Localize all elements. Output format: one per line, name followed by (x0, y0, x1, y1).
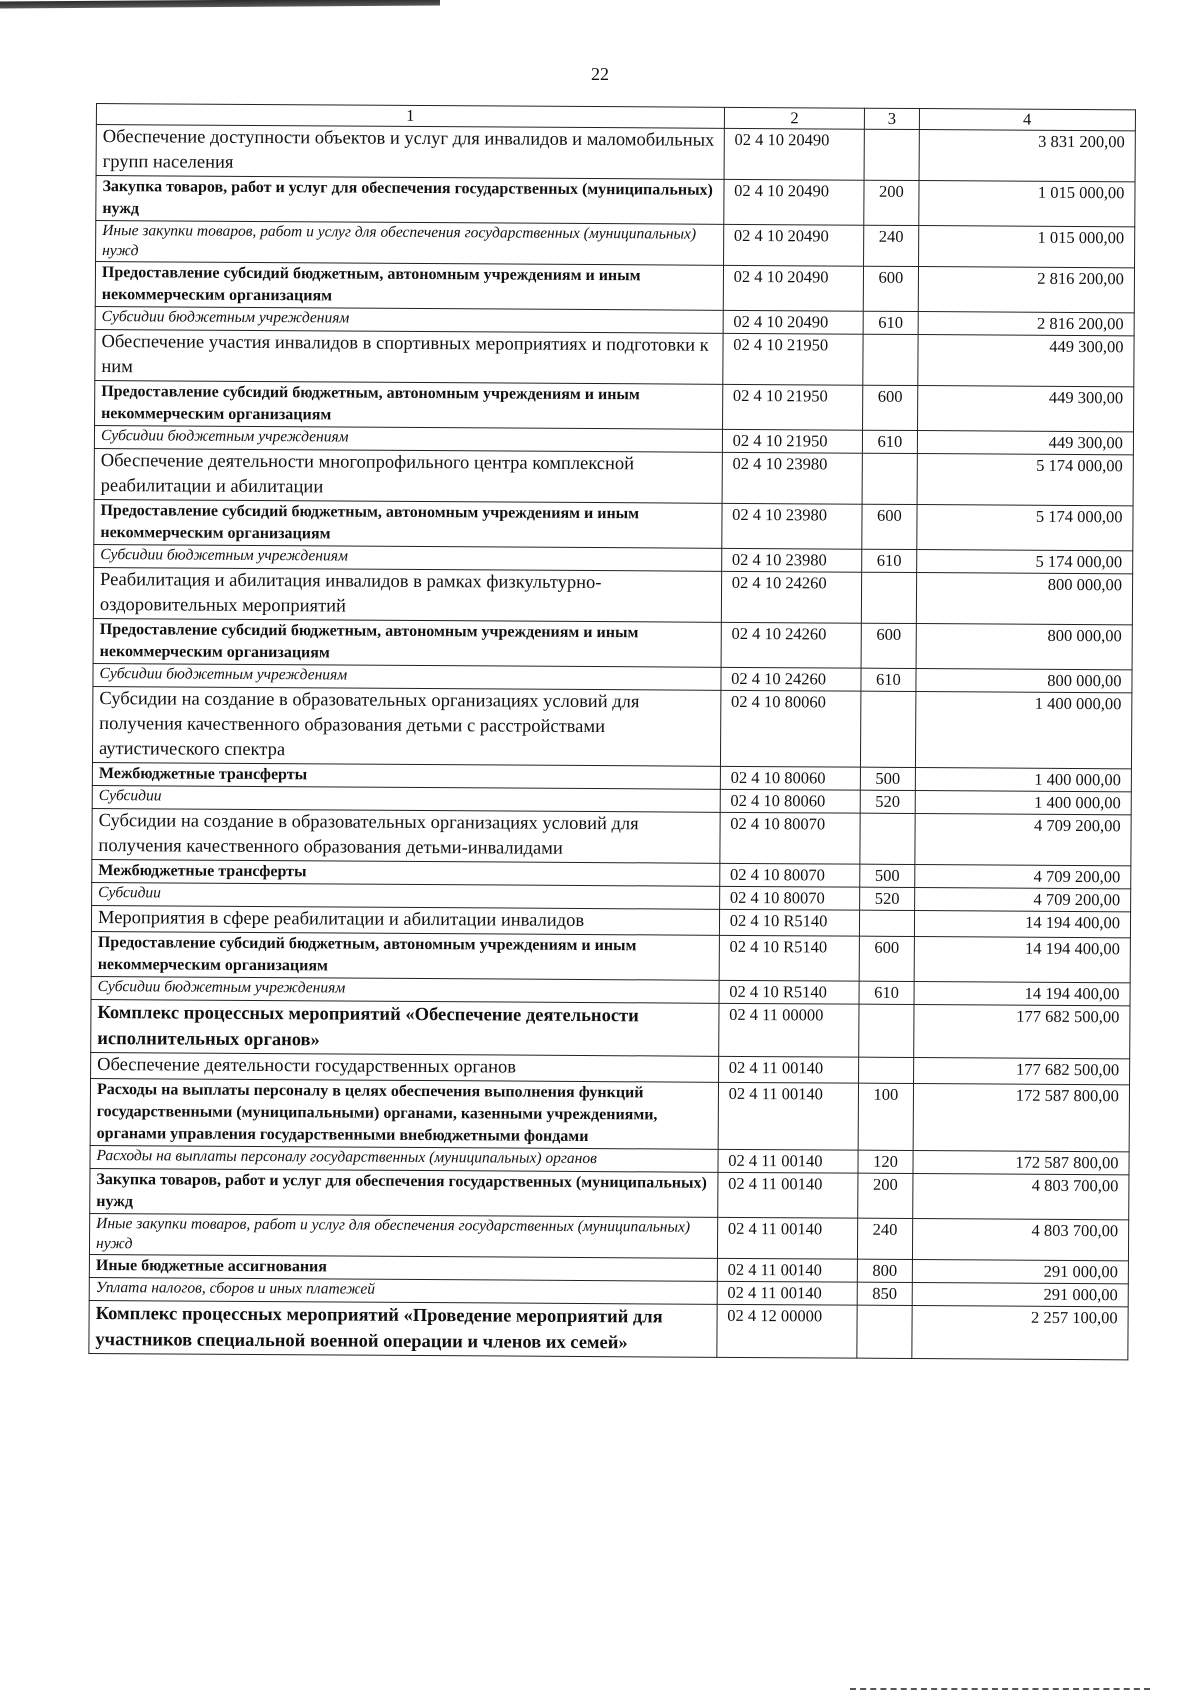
row-code-cell: 02 4 11 00140 (717, 1258, 858, 1282)
row-name-cell: Субсидии (92, 882, 720, 909)
table-row (91, 931, 1130, 982)
row-expense-type-cell: 240 (864, 225, 918, 266)
row-expense-type-cell: 600 (862, 504, 916, 549)
row-expense-type-cell: 610 (861, 668, 915, 691)
row-code-cell: 02 4 10 23980 (721, 548, 862, 572)
row-code-cell: 02 4 10 21950 (723, 333, 864, 385)
row-sum-cell: 5 174 000,00 (916, 505, 1133, 551)
row-name-cell: Обеспечение участия инвалидов в спортивных мероприятиях и подготовки к ним (95, 329, 723, 384)
row-sum-cell: 172 587 800,00 (913, 1084, 1130, 1152)
row-expense-type-cell: 500 (861, 767, 915, 790)
row-sum-cell: 14 194 400,00 (914, 937, 1131, 983)
row-name-cell: Межбюджетные трансферты (92, 762, 720, 789)
row-sum-cell: 291 000,00 (912, 1260, 1129, 1284)
row-sum-cell: 2 816 200,00 (918, 312, 1135, 336)
column-header-sum: 4 (919, 109, 1136, 131)
row-name-cell: Обеспечение доступности объектов и услуг для инвалидов и маломобильных групп населения (96, 125, 724, 180)
row-code-cell: 02 4 10 R5140 (719, 909, 860, 936)
row-name-cell: Уплата налогов, сборов и иных платежей (89, 1277, 717, 1304)
row-sum-cell: 800 000,00 (916, 573, 1133, 625)
row-sum-cell: 1 015 000,00 (918, 181, 1135, 227)
row-expense-type-cell (860, 910, 914, 936)
table-row (89, 1213, 1128, 1260)
row-expense-type-cell (863, 334, 917, 385)
row-sum-cell: 4 709 200,00 (914, 888, 1131, 912)
scan-bottom-marks (850, 1688, 1150, 1694)
row-name-cell: Субсидии бюджетным учреждениям (94, 425, 722, 452)
row-code-cell: 02 4 10 21950 (722, 384, 863, 430)
table-body (89, 125, 1135, 1360)
row-expense-type-cell: 100 (859, 1083, 914, 1150)
row-expense-type-cell: 600 (860, 936, 914, 981)
row-expense-type-cell: 600 (864, 266, 918, 311)
row-code-cell: 02 4 10 80060 (720, 789, 861, 813)
row-name-cell: Субсидии на создание в образовательных организациях условий для получения качественного образования детьми с расстройствами аутистического спектра (92, 686, 720, 766)
row-code-cell: 02 4 10 20490 (724, 128, 865, 180)
row-expense-type-cell (860, 813, 914, 864)
row-code-cell: 02 4 10 20490 (723, 265, 864, 311)
row-expense-type-cell: 600 (863, 385, 917, 430)
row-sum-cell: 3 831 200,00 (919, 130, 1136, 182)
row-sum-cell: 14 194 400,00 (914, 911, 1131, 938)
row-name-cell: Иные закупки товаров, работ и услуг для обеспечения государственных (муниципальных) нужд (89, 1213, 717, 1258)
row-expense-type-cell: 610 (863, 430, 917, 453)
column-header-name: 1 (96, 104, 724, 129)
row-sum-cell: 1 015 000,00 (918, 226, 1135, 268)
row-name-cell: Межбюджетные трансферты (92, 859, 720, 886)
row-code-cell: 02 4 10 24260 (721, 622, 862, 668)
row-code-cell: 02 4 10 20490 (723, 224, 864, 266)
table-row (94, 448, 1133, 505)
table-row (92, 808, 1131, 865)
row-sum-cell: 4 803 700,00 (912, 1219, 1129, 1261)
row-sum-cell: 1 400 000,00 (915, 768, 1132, 792)
row-name-cell: Комплекс процессных мероприятий «Проведение мероприятий для участников специальной военной операции и членов их семей» (89, 1300, 717, 1357)
row-sum-cell: 4 803 700,00 (912, 1174, 1129, 1220)
row-name-cell: Комплекс процессных мероприятий «Обеспечение деятельности исполнительных органов» (91, 999, 719, 1056)
row-name-cell: Субсидии бюджетным учреждениям (93, 663, 721, 690)
row-expense-type-cell: 610 (862, 549, 916, 572)
table-row (95, 262, 1134, 313)
row-code-cell: 02 4 10 20490 (723, 310, 864, 334)
row-sum-cell: 14 194 400,00 (914, 982, 1131, 1006)
row-sum-cell: 172 587 800,00 (912, 1151, 1129, 1175)
row-code-cell: 02 4 11 00140 (717, 1172, 858, 1218)
row-sum-cell: 177 682 500,00 (913, 1058, 1130, 1085)
row-sum-cell: 1 400 000,00 (915, 692, 1132, 769)
row-name-cell: Предоставление субсидий бюджетным, автономным учреждениям и иным некоммерческим организациям (93, 618, 721, 667)
row-sum-cell: 2 816 200,00 (918, 267, 1135, 313)
row-name-cell: Предоставление субсидий бюджетным, автономным учреждениям и иным некоммерческим организациям (91, 931, 719, 980)
row-sum-cell: 4 709 200,00 (914, 865, 1131, 889)
row-expense-type-cell: 240 (858, 1218, 912, 1259)
budget-table (88, 103, 1136, 1360)
row-code-cell: 02 4 10 80060 (720, 766, 861, 790)
row-expense-type-cell: 500 (860, 864, 914, 887)
row-name-cell: Иные закупки товаров, работ и услуг для обеспечения государственных (муниципальных) нужд (96, 221, 724, 266)
row-code-cell: 02 4 10 R5140 (719, 935, 860, 981)
row-expense-type-cell: 520 (860, 887, 914, 910)
table-row (95, 380, 1134, 431)
row-name-cell: Обеспечение деятельности многопрофильного центра комплексной реабилитации и абилитации (94, 448, 722, 503)
row-expense-type-cell (857, 1305, 911, 1358)
table-row (93, 567, 1132, 624)
row-code-cell: 02 4 11 00000 (718, 1003, 859, 1057)
row-name-cell: Субсидии бюджетным учреждениям (91, 976, 719, 1003)
row-code-cell: 02 4 11 00140 (718, 1149, 859, 1173)
page-number: 22 (591, 64, 609, 84)
row-sum-cell: 449 300,00 (917, 386, 1134, 432)
row-code-cell: 02 4 11 00140 (718, 1082, 859, 1150)
row-sum-cell: 449 300,00 (917, 335, 1134, 387)
row-expense-type-cell (862, 453, 916, 504)
row-code-cell: 02 4 10 21950 (722, 429, 863, 453)
table-row (95, 329, 1134, 386)
row-sum-cell: 800 000,00 (915, 669, 1132, 693)
row-name-cell: Предоставление субсидий бюджетным, автономным учреждениям и иным некоммерческим организациям (94, 499, 722, 548)
row-code-cell: 02 4 12 00000 (717, 1304, 858, 1358)
row-code-cell: 02 4 10 23980 (722, 452, 863, 504)
row-code-cell: 02 4 10 20490 (723, 179, 864, 225)
scan-edge-shadow (0, 0, 440, 9)
column-header-code: 2 (724, 107, 865, 129)
row-expense-type-cell (859, 1057, 913, 1083)
row-expense-type-cell: 120 (858, 1150, 912, 1173)
row-code-cell: 02 4 11 00140 (717, 1217, 858, 1259)
row-name-cell: Субсидии (92, 785, 720, 812)
table-row (96, 125, 1135, 182)
row-expense-type-cell: 610 (864, 311, 918, 334)
table-row (90, 1168, 1129, 1219)
row-name-cell: Субсидии на создание в образовательных организациях условий для получения качественного образования детьми-инвалидами (92, 808, 720, 863)
row-expense-type-cell: 610 (859, 981, 913, 1004)
row-code-cell: 02 4 10 80060 (720, 690, 861, 767)
table-row (93, 618, 1132, 669)
row-code-cell: 02 4 10 24260 (721, 571, 862, 623)
row-expense-type-cell: 800 (858, 1259, 912, 1282)
row-name-cell: Иные бюджетные ассигнования (89, 1254, 717, 1281)
row-name-cell: Закупка товаров, работ и услуг для обеспечения государственных (муниципальных) нужд (96, 176, 724, 225)
row-sum-cell: 177 682 500,00 (913, 1005, 1130, 1059)
row-code-cell: 02 4 11 00140 (718, 1056, 859, 1083)
row-expense-type-cell: 520 (861, 790, 915, 813)
row-name-cell: Мероприятия в сфере реабилитации и абилитации инвалидов (91, 905, 719, 935)
row-expense-type-cell (859, 1004, 913, 1057)
row-name-cell: Субсидии бюджетным учреждениям (94, 544, 722, 571)
table-row (89, 1300, 1128, 1359)
row-expense-type-cell: 850 (858, 1282, 912, 1305)
row-sum-cell: 5 174 000,00 (916, 550, 1133, 574)
row-expense-type-cell: 200 (864, 180, 918, 225)
row-sum-cell: 800 000,00 (916, 624, 1133, 670)
row-name-cell: Закупка товаров, работ и услуг для обеспечения государственных (муниципальных) нужд (90, 1168, 718, 1217)
table-row (94, 499, 1133, 550)
row-code-cell: 02 4 10 80070 (720, 812, 861, 864)
row-sum-cell: 4 709 200,00 (914, 814, 1131, 866)
row-sum-cell: 5 174 000,00 (917, 454, 1134, 506)
row-code-cell: 02 4 10 R5140 (719, 980, 860, 1004)
row-name-cell: Расходы на выплаты персоналу в целях обеспечения выполнения функций государственными (муниципальными) органами, казенными учреждениями, органами управления государственными внебюджетными фондами (90, 1078, 718, 1149)
row-expense-type-cell: 600 (861, 623, 915, 668)
row-sum-cell: 449 300,00 (917, 431, 1134, 455)
row-name-cell: Обеспечение деятельности государственных органов (91, 1052, 719, 1082)
row-sum-cell: 291 000,00 (912, 1283, 1129, 1307)
row-expense-type-cell: 200 (858, 1173, 912, 1218)
row-name-cell: Расходы на выплаты персоналу государственных (муниципальных) органов (90, 1145, 718, 1172)
column-header-expense-type: 3 (865, 108, 919, 129)
row-code-cell: 02 4 11 00140 (717, 1281, 858, 1305)
row-expense-type-cell (864, 129, 918, 180)
row-sum-cell: 1 400 000,00 (915, 791, 1132, 815)
row-name-cell: Реабилитация и абилитация инвалидов в рамках физкультурно-оздоровительных мероприятий (93, 567, 721, 622)
row-code-cell: 02 4 10 80070 (719, 863, 860, 887)
row-code-cell: 02 4 10 24260 (721, 667, 862, 691)
row-expense-type-cell (862, 572, 916, 623)
table-row (91, 999, 1130, 1058)
table-row (92, 686, 1131, 768)
table-row (96, 221, 1135, 268)
row-expense-type-cell (861, 691, 916, 767)
row-name-cell: Предоставление субсидий бюджетным, автономным учреждениям и иным некоммерческим организациям (95, 380, 723, 429)
row-name-cell: Предоставление субсидий бюджетным, автономным учреждениям и иным некоммерческим организациям (95, 262, 723, 311)
row-code-cell: 02 4 10 23980 (722, 503, 863, 549)
row-code-cell: 02 4 10 80070 (719, 886, 860, 910)
table-row (90, 1078, 1129, 1151)
table-row (96, 176, 1135, 227)
row-sum-cell: 2 257 100,00 (911, 1306, 1128, 1360)
row-name-cell: Субсидии бюджетным учреждениям (95, 306, 723, 333)
